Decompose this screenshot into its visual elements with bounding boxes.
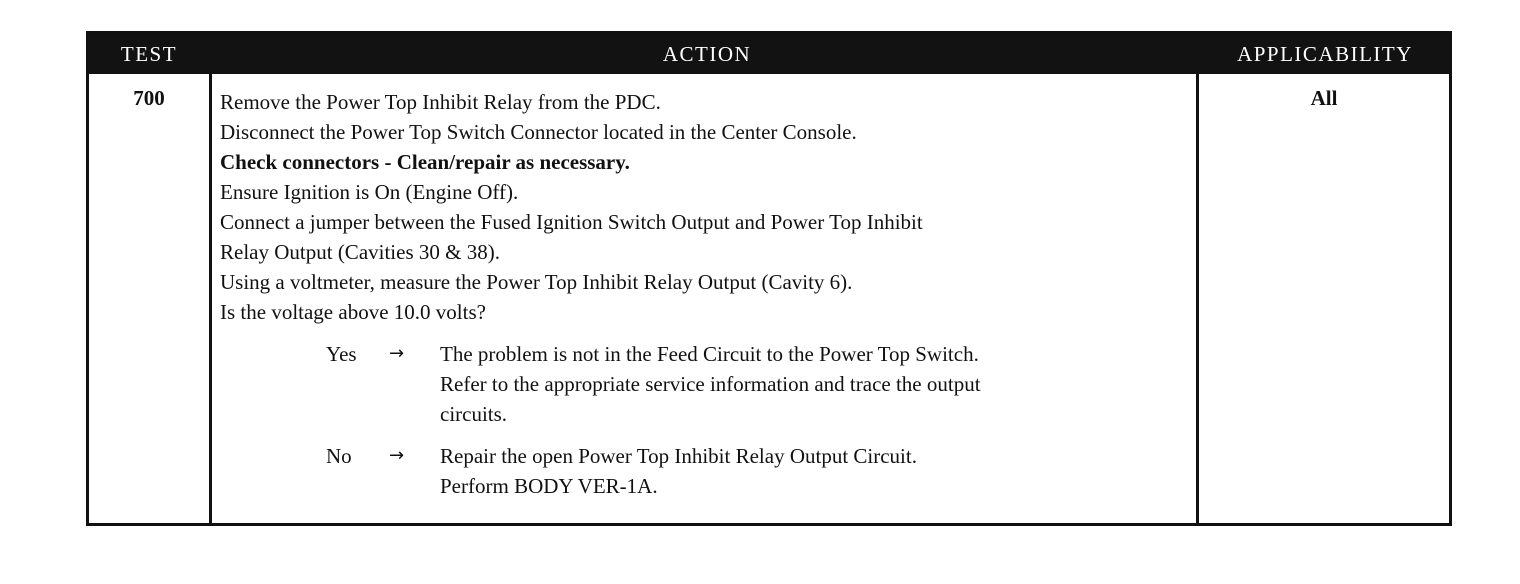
action-step: Relay Output (Cavities 30 & 38). bbox=[220, 240, 500, 264]
answer-line: Perform BODY VER-1A. bbox=[440, 474, 658, 498]
right-arrow-icon: → bbox=[389, 445, 405, 466]
action-cell bbox=[220, 87, 1196, 501]
answer-no-text bbox=[440, 441, 1196, 501]
answer-line: The problem is not in the Feed Circuit to the Power Top Switch. bbox=[440, 342, 979, 366]
answer-yes-label: Yes bbox=[326, 342, 357, 366]
action-step: Using a voltmeter, measure the Power Top Inhibit Relay Output (Cavity 6). bbox=[220, 270, 853, 294]
action-step: Connect a jumper between the Fused Ignition Switch Output and Power Top Inhibit bbox=[220, 210, 923, 234]
header-action: ACTION bbox=[662, 42, 752, 66]
diagnostic-table bbox=[86, 31, 1452, 526]
action-step-emphasis: Check connectors - Clean/repair as necessary. bbox=[220, 150, 630, 174]
applicability-value: All bbox=[1310, 86, 1338, 110]
answer-line: circuits. bbox=[440, 402, 508, 426]
answer-line: Repair the open Power Top Inhibit Relay Output Circuit. bbox=[440, 444, 917, 468]
right-arrow-icon: → bbox=[389, 343, 405, 364]
answer-yes bbox=[220, 339, 1196, 429]
column-divider bbox=[209, 74, 212, 523]
action-step: Ensure Ignition is On (Engine Off). bbox=[220, 180, 519, 204]
table-header bbox=[89, 34, 1449, 74]
action-question: Is the voltage above 10.0 volts? bbox=[220, 300, 486, 324]
test-number: 700 bbox=[133, 86, 165, 110]
answer-line: Refer to the appropriate service information and trace the output bbox=[440, 372, 981, 396]
answer-yes-text bbox=[440, 339, 1196, 429]
header-applicability: APPLICABILITY bbox=[1237, 42, 1413, 66]
column-divider bbox=[1196, 74, 1199, 523]
answer-no bbox=[220, 441, 1196, 501]
answer-no-label: No bbox=[326, 444, 352, 468]
action-step: Remove the Power Top Inhibit Relay from the PDC. bbox=[220, 90, 661, 114]
action-step: Disconnect the Power Top Switch Connector located in the Center Console. bbox=[220, 120, 857, 144]
header-test: TEST bbox=[120, 42, 178, 66]
